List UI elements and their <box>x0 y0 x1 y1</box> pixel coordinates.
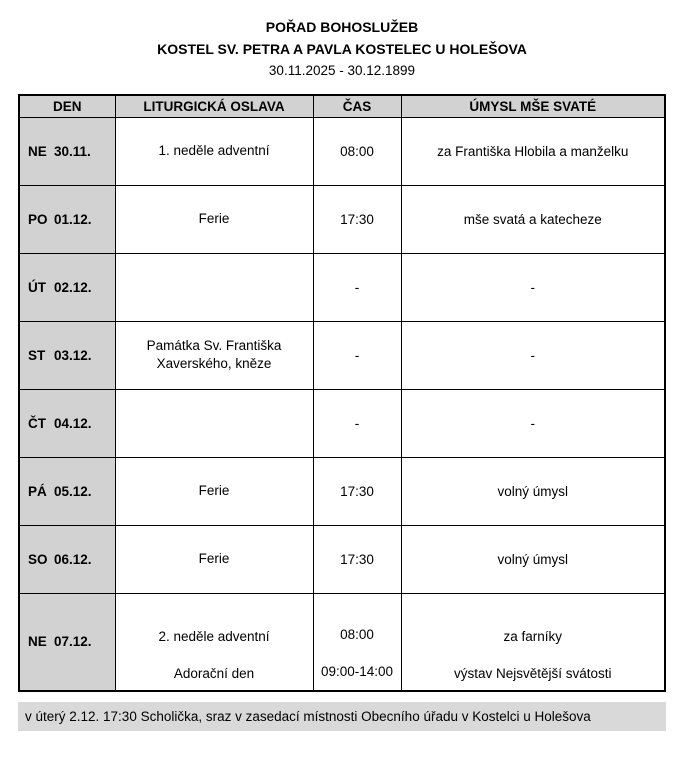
time-cell: 17:30 <box>313 457 401 525</box>
day-date: 04.12. <box>54 415 92 431</box>
schedule-table <box>18 94 666 692</box>
time-cell: 17:30 <box>313 525 401 593</box>
column-header: ČAS <box>313 95 401 117</box>
time-cell-line1: 08:00 <box>340 626 374 642</box>
intention-cell: - <box>401 389 665 457</box>
day-abbreviation: SO <box>28 551 48 567</box>
celebration-cell: Památka Sv. Františka Xaverského, kněze <box>115 321 313 389</box>
schedule-body <box>19 117 665 691</box>
day-abbreviation: NE <box>28 634 47 650</box>
time-cell: 17:30 <box>313 185 401 253</box>
day-cell <box>19 117 115 185</box>
celebration-cell: Ferie <box>115 457 313 525</box>
intention-cell-line1: za farníky <box>503 628 563 644</box>
celebration-cell: Ferie <box>115 185 313 253</box>
document-title: POŘAD BOHOSLUŽEB <box>265 19 419 35</box>
intention-cell: volný úmysl <box>401 525 665 593</box>
intention-cell: za Františka Hlobila a manželku <box>401 117 665 185</box>
celebration-cell-line1: 2. neděle adventní <box>158 628 270 644</box>
document-header <box>18 12 666 82</box>
intention-cell: volný úmysl <box>401 457 665 525</box>
day-abbreviation: PÁ <box>28 483 47 499</box>
day-cell <box>19 321 115 389</box>
schedule-row <box>19 593 665 691</box>
day-date: 01.12. <box>54 211 92 227</box>
day-cell <box>19 457 115 525</box>
intention-cell: mše svatá a katecheze <box>401 185 665 253</box>
celebration-cell <box>115 593 313 691</box>
date-range: 30.11.2025 - 30.12.1899 <box>268 63 416 78</box>
day-date: 05.12. <box>54 483 92 499</box>
celebration-cell <box>115 253 313 321</box>
celebration-cell-line2: Adorační den <box>173 665 255 681</box>
table-header <box>19 95 665 117</box>
schedule-row <box>19 253 665 321</box>
day-cell <box>19 593 115 691</box>
table-header-row <box>19 95 665 117</box>
celebration-cell: Ferie <box>115 525 313 593</box>
church-name: KOSTEL SV. PETRA A PAVLA KOSTELEC U HOLEŠOVA <box>157 41 527 57</box>
time-cell <box>313 593 401 691</box>
time-cell: - <box>313 389 401 457</box>
time-cell: - <box>313 321 401 389</box>
column-header: ÚMYSL MŠE SVATÉ <box>401 95 665 117</box>
intention-cell-line2: výstav Nejsvětější svátosti <box>453 665 612 681</box>
day-abbreviation: PO <box>28 211 48 227</box>
time-cell: 08:00 <box>313 117 401 185</box>
day-abbreviation: NE <box>28 143 47 159</box>
column-header: LITURGICKÁ OSLAVA <box>115 95 313 117</box>
day-date: 02.12. <box>54 279 92 295</box>
day-cell <box>19 185 115 253</box>
schedule-row <box>19 457 665 525</box>
schedule-row <box>19 117 665 185</box>
day-date: 07.12. <box>54 634 92 650</box>
column-header: DEN <box>19 95 115 117</box>
time-cell-line2: 09:00-14:00 <box>320 663 394 679</box>
schedule-row <box>19 185 665 253</box>
day-cell <box>19 525 115 593</box>
day-date: 06.12. <box>54 551 92 567</box>
intention-cell: - <box>401 253 665 321</box>
schedule-row <box>19 525 665 593</box>
schedule-row <box>19 321 665 389</box>
celebration-cell: 1. neděle adventní <box>115 117 313 185</box>
intention-cell: - <box>401 321 665 389</box>
intention-cell <box>401 593 665 691</box>
day-date: 30.11. <box>54 143 91 159</box>
day-cell <box>19 253 115 321</box>
time-cell: - <box>313 253 401 321</box>
celebration-cell <box>115 389 313 457</box>
day-abbreviation: ČT <box>28 415 46 431</box>
day-abbreviation: ÚT <box>28 279 46 295</box>
day-cell <box>19 389 115 457</box>
day-date: 03.12. <box>54 347 92 363</box>
day-abbreviation: ST <box>28 347 46 363</box>
footer-note: v úterý 2.12. 17:30 Scholička, sraz v zasedací místnosti Obecního úřadu v Kostelci u Holešova <box>18 702 666 731</box>
schedule-row <box>19 389 665 457</box>
